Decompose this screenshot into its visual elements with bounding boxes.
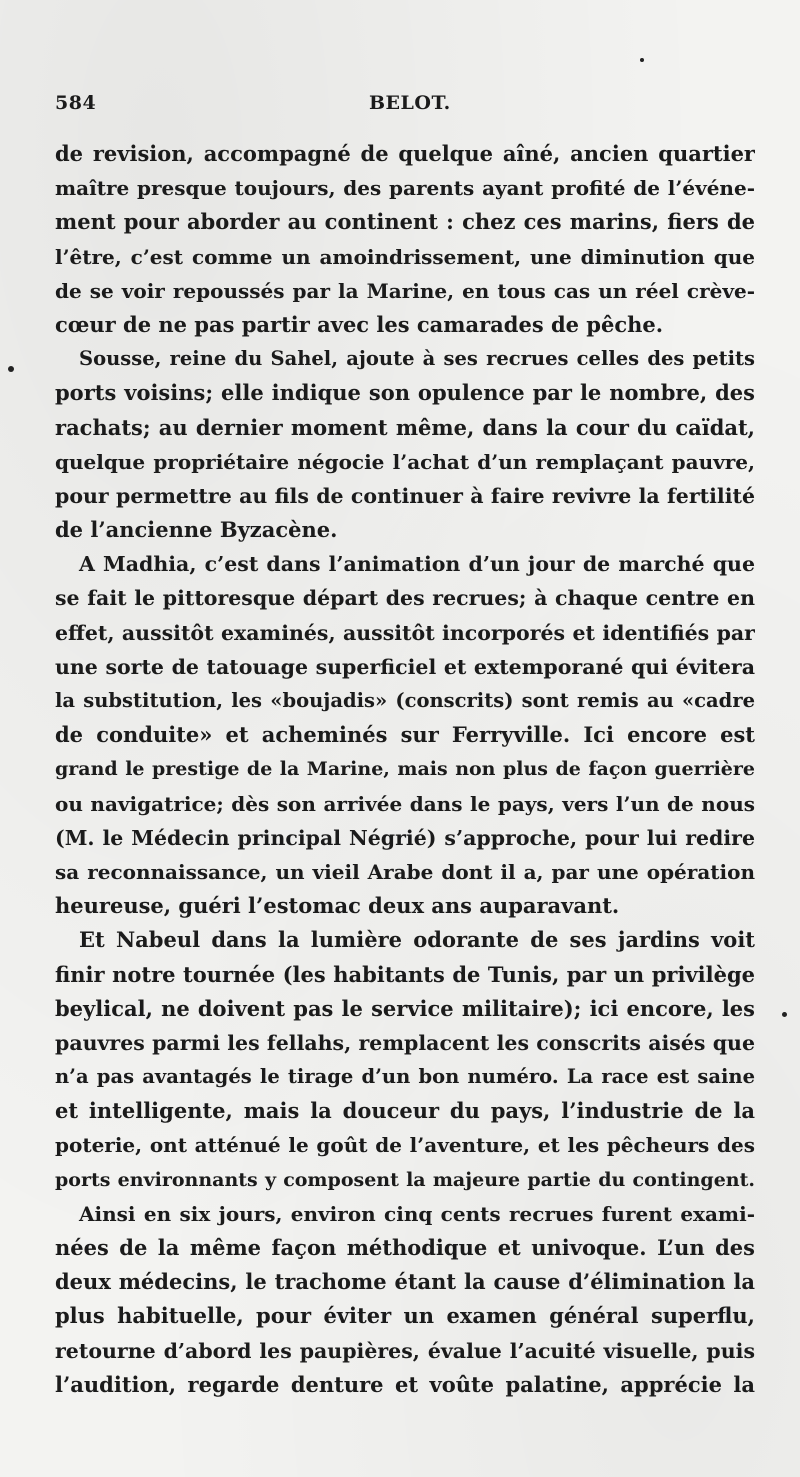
text-line: rachats; au dernier moment même, dans la cour du caïdat,: [55, 414, 755, 440]
text-line: ports environnants y composent la majeure partie du contingent.: [55, 1168, 755, 1191]
text-line: de se voir repoussés par la Marine, en tous cas un réel crève-: [55, 278, 755, 303]
text-line: ports voisins; elle indique son opulence par le nombre, des: [55, 380, 755, 406]
text-line: maître presque toujours, des parents ayant profité de l’événe-: [55, 176, 755, 201]
text-line: Ainsi en six jours, environ cinq cents recrues furent exami-: [79, 1201, 755, 1226]
text-line: retourne d’abord les paupières, évalue l’acuité visuelle, puis: [55, 1338, 755, 1363]
page-number: 584: [55, 92, 97, 114]
text-line: Sousse, reine du Sahel, ajoute à ses recrues celles des petits: [79, 347, 755, 371]
text-line: l’être, c’est comme un amoindrissement, une diminution que: [55, 244, 755, 269]
text-line: plus habituelle, pour éviter un examen général superflu,: [55, 1303, 755, 1329]
text-line: de revision, accompagné de quelque aîné, ancien quartier: [55, 141, 755, 166]
print-speck: [8, 366, 14, 372]
running-head: [55, 92, 755, 120]
text-line: sa reconnaissance, un vieil Arabe dont il a, par une opération: [55, 859, 755, 884]
text-line: A Madhia, c’est dans l’animation d’un jour de marché que: [79, 552, 755, 577]
text-line: grand le prestige de la Marine, mais non plus de façon guerrière: [55, 758, 755, 781]
text-line: de l’ancienne Byzacène.: [55, 517, 338, 543]
text-line: beylical, ne doivent pas le service militaire); ici encore, les: [55, 995, 755, 1021]
text-line: nées de la même façon méthodique et univoque. L’un des: [55, 1235, 755, 1260]
text-line: cœur de ne pas partir avec les camarades de pêche.: [55, 311, 664, 337]
text-line: l’audition, regarde denture et voûte palatine, apprécie la: [55, 1371, 755, 1397]
print-speck: [640, 58, 644, 62]
text-line: pour permettre au fils de continuer à faire revivre la fertilité: [55, 483, 755, 508]
text-line: n’a pas avantagés le tirage d’un bon numéro. La race est saine: [55, 1065, 755, 1089]
running-head-title: BELOT.: [369, 92, 451, 114]
text-line: deux médecins, le trachome étant la cause d’élimination la: [55, 1269, 755, 1295]
text-line: se fait le pittoresque départ des recrues; à chaque centre en: [55, 586, 755, 611]
text-line: effet, aussitôt examinés, aussitôt incorporés et identifiés par: [55, 620, 755, 645]
text-line: (M. le Médecin principal Négrié) s’approche, pour lui redire: [55, 825, 755, 850]
text-line: heureuse, guéri l’estomac deux ans auparavant.: [55, 893, 620, 919]
text-line: finir notre tournée (les habitants de Tunis, par un privilège: [55, 961, 755, 987]
text-line: poterie, ont atténué le goût de l’aventure, et les pêcheurs des: [55, 1133, 755, 1158]
text-line: Et Nabeul dans la lumière odorante de ses jardins voit: [79, 927, 755, 953]
print-speck: [782, 1012, 787, 1017]
text-line: pauvres parmi les fellahs, remplacent les conscrits aisés que: [55, 1030, 755, 1055]
text-line: ou navigatrice; dès son arrivée dans le pays, vers l’un de nous: [55, 791, 755, 816]
text-line: la substitution, les «boujadis» (conscrits) sont remis au «cadre: [55, 689, 755, 712]
body-text: [55, 137, 755, 1402]
text-line: et intelligente, mais la douceur du pays, l’industrie de la: [55, 1098, 755, 1124]
text-line: quelque propriétaire négocie l’achat d’un remplaçant pauvre,: [55, 449, 755, 474]
text-line: de conduite» et acheminés sur Ferryville. Ici encore est: [55, 722, 755, 748]
text-line: une sorte de tatouage superficiel et extemporané qui évitera: [55, 654, 755, 679]
text-line: ment pour aborder au continent : chez ces marins, fiers de: [55, 209, 755, 235]
